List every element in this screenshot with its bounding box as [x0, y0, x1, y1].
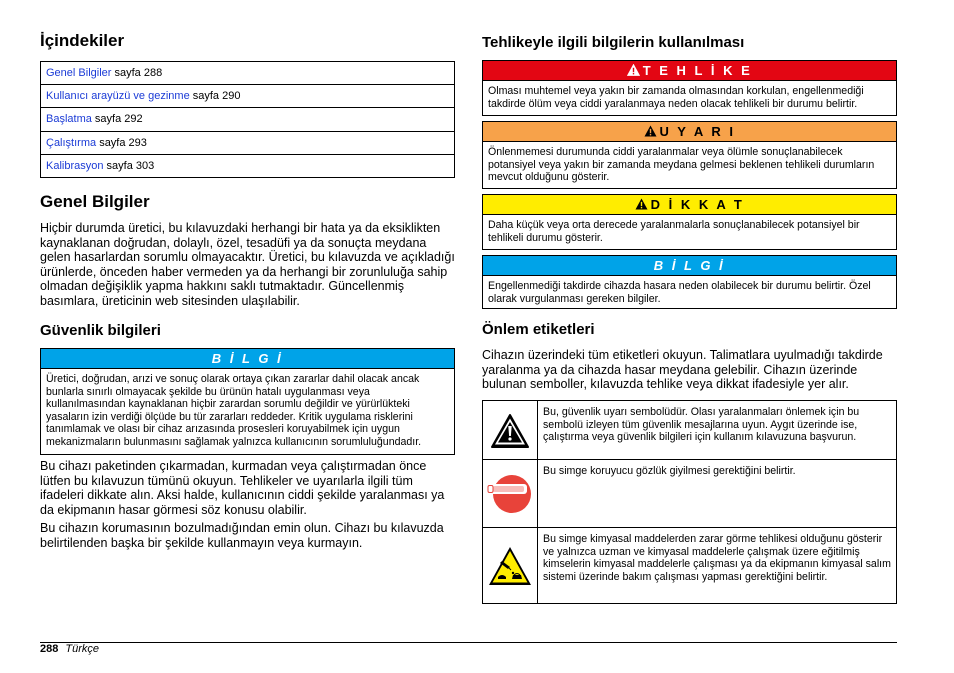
- symbol-description: Bu simge koruyucu gözlük giyilmesi gerektiğini belirtir.: [543, 465, 796, 477]
- symbol-cell: [483, 528, 538, 603]
- general-info-heading: Genel Bilgiler: [40, 192, 150, 211]
- toc-page: sayfa 292: [94, 113, 143, 126]
- footer-divider: [40, 642, 897, 643]
- warning-box: [482, 121, 897, 189]
- chemical-hazard-icon: [488, 546, 532, 586]
- symbol-cell: [483, 401, 538, 459]
- toc-link-kalibrasyon[interactable]: Kalibrasyon: [46, 159, 104, 172]
- warning-triangle-icon: [635, 198, 648, 210]
- toc-page: sayfa 293: [99, 136, 147, 149]
- danger-header: [483, 61, 896, 81]
- warning-triangle-icon: [490, 413, 530, 449]
- warning-text: Önlenmemesi durumunda ciddi yaralanmalar veya ölümle sonuçlanabilecek potansiyel veya yakın bir zamanda meydana gelmesi beklenen tehlikeli durumların mevcut olduğunu gösterir.: [488, 146, 875, 184]
- table-row: [483, 528, 896, 604]
- danger-text: Olması muhtemel veya yakın bir zamanda olmasından korkulan, engellenmediği takdirde ölüm veya ciddi yaralanmaya neden olacak tehlikeli bir durumu belirtir.: [488, 85, 864, 110]
- symbol-table: [482, 400, 897, 604]
- safety-notice-box: [40, 348, 455, 455]
- danger-box: [482, 60, 897, 116]
- warning-triangle-icon: [627, 64, 640, 76]
- safety-paragraph-1: Bu cihazı paketinden çıkarmadan, kurmadan veya çalıştırmadan önce lütfen bu kılavuzun tümünü okuyun. Tehlikeler ve uyarılarla ilgili tüm ifadeleri dikkate alın. Aksi halde, kullanıcının ciddi şekilde yaralanması ya da ekipmanın hasar görmesi söz konusu olabilir.: [40, 459, 445, 517]
- general-info-paragraph: Hiçbir durumda üretici, bu kılavuzdaki herhangi bir hata ya da eksiklikten kaynaklanan doğrudan, dolaylı, özel, tesadüfi ya da sonuçta meydana gelen hasarlardan sorumlu olmayacaktır. Üretici, bu kılavuzda ve açıkladığı ürünlerde, önceden haber vermeden ya da herhangi bir zorunluluğa sahip olmadan değişiklik yapma hakkını saklı tutmaktadır. Güncellenmiş basımlara, üreticinin web sitesinden ulaşılabilir.: [40, 221, 455, 308]
- symbol-cell: [483, 460, 538, 527]
- notice-header: B İ L G İ: [41, 349, 454, 369]
- symbol-description: Bu simge kimyasal maddelerden zarar görme tehlikesi olduğunu gösterir ve yalnızca uzman ve kimyasal maddelerle çalışmak üzere eğitilmiş kimselerin kimyasal maddelerle çalışması ya da ekipmanın kimyasal salım sistemi üzerinde bakım çalışması yapması gerektiğini belirtir.: [543, 533, 891, 583]
- safety-info-heading: Güvenlik bilgileri: [40, 322, 161, 339]
- notice-text: Üretici, doğrudan, arızi ve sonuç olarak ortaya çıkan zararlar dahil olacak ancak bunlarla sınırlı olmayacak şekilde bu ürünün hatalı uygulanması veya kullanılmasından kaynaklanan hiçbir zarardan sorumlu değildir ve yürürlükteki yasaların izin verdiği ölçüde bu tür zararları reddeder. Kritik uygulama risklerini tanımlamak ve olası bir cihaz arızasında prosesleri koruyabilmek için uygun mekanizmaların bulunmasını sağlamak yalnızca kullanıcının sorumluluğundadır.: [46, 373, 422, 448]
- notice-box: [482, 255, 897, 309]
- toc-row: [41, 108, 454, 131]
- table-row: [483, 401, 896, 460]
- toc-row: [41, 132, 454, 155]
- table-of-contents: [40, 61, 455, 178]
- page-language: Türkçe: [65, 643, 99, 655]
- toc-link-baslatma[interactable]: Başlatma: [46, 113, 92, 126]
- notice-text: Engellenmediği takdirde cihazda hasara neden olabilecek bir durumu belirtir. Özel olarak vurgulanması gereken bilgiler.: [488, 280, 871, 305]
- toc-page: sayfa 303: [106, 159, 155, 172]
- warning-triangle-icon: [644, 125, 657, 137]
- hazard-info-heading: Tehlikeyle ilgili bilgilerin kullanılması: [482, 34, 745, 51]
- caution-label: D İ K K A T: [650, 197, 745, 212]
- safety-goggles-icon: [487, 467, 531, 519]
- toc-row: [41, 62, 454, 85]
- toc-link-genel-bilgiler[interactable]: Genel Bilgiler: [46, 67, 112, 79]
- symbol-description: Bu, güvenlik uyarı sembolüdür. Olası yaralanmaları önlemek için bu sembolü izleyen tüm güvenlik mesajlarına uyun. Aygıt üzerinde ise, çalıştırma veya güvenlik bilgileri için kullanım kılavuzuna başvurun.: [543, 406, 860, 444]
- toc-row: [41, 85, 454, 108]
- caution-box: [482, 194, 897, 250]
- warning-header: [483, 122, 896, 142]
- danger-label: T E H L İ K E: [642, 63, 753, 78]
- page-footer: [40, 643, 99, 656]
- caution-text: Daha küçük veya orta derecede yaralanmalarla sonuçlanabilecek potansiyel bir tehlikeli durumu gösterir.: [488, 219, 860, 244]
- caution-header: [483, 195, 896, 215]
- warning-label: U Y A R I: [659, 124, 736, 139]
- safety-paragraph-2: Bu cihazın korumasının bozulmadığından emin olun. Cihazı bu kılavuzda belirtilenden başka bir şekilde kullanmayın veya kurmayın.: [40, 521, 444, 550]
- precaution-labels-paragraph: Cihazın üzerindeki tüm etiketleri okuyun. Talimatlara uyulmadığı takdirde yaralanma ya da cihazda hasar meydana gelebilir. Cihazın üzerinde bulunan semboller, kılavuzda tehlike veya dikkat ifadesiyle yer alır.: [482, 348, 883, 392]
- toc-page: sayfa 288: [114, 67, 163, 79]
- notice-header: B İ L G İ: [483, 256, 896, 276]
- precaution-labels-heading: Önlem etiketleri: [482, 321, 595, 338]
- toc-row: [41, 155, 454, 178]
- toc-title: İçindekiler: [40, 31, 125, 50]
- table-row: [483, 460, 896, 528]
- toc-link-kullanici-arayuzu[interactable]: Kullanıcı arayüzü ve gezinme: [46, 90, 190, 103]
- page-number: 288: [40, 643, 59, 655]
- toc-page: sayfa 290: [192, 90, 241, 103]
- toc-link-calistirma[interactable]: Çalıştırma: [46, 136, 97, 149]
